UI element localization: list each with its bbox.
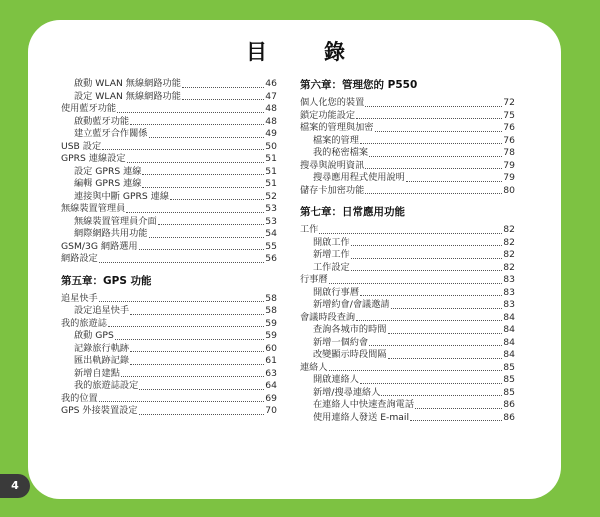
toc-entry-title: 在連絡人中快速查詢電話	[313, 399, 415, 410]
dot-leader	[182, 87, 264, 88]
toc-entry-page: 56	[265, 253, 277, 264]
toc-entry-title: 檔案的管理	[313, 134, 359, 146]
toc-entry-title: USB 設定	[61, 140, 102, 152]
toc-entry-page: 75	[503, 109, 515, 121]
dot-leader	[99, 301, 265, 302]
dot-leader	[182, 99, 264, 100]
toc-entry-title: 無線裝置管理員介面	[74, 215, 157, 227]
toc-entry[interactable]	[61, 380, 277, 393]
toc-entry-title: 新增工作	[313, 249, 350, 260]
toc-entry-title: 會議時段查詢	[300, 311, 356, 323]
toc-entry[interactable]	[61, 166, 277, 179]
toc-entry[interactable]	[61, 178, 277, 191]
chapter-6-heading: 第六章：管理您的 P550	[300, 79, 418, 91]
toc-entry-page: 46	[265, 78, 277, 89]
toc-entry-page: 83	[503, 299, 515, 310]
dot-leader	[391, 308, 503, 309]
toc-entry-page: 47	[265, 90, 277, 102]
dot-leader	[139, 249, 265, 250]
dot-leader	[142, 174, 264, 175]
toc-entry-title: GSM/3G 網路選用	[61, 240, 138, 252]
dot-leader	[158, 224, 265, 225]
toc-entry-page: 83	[503, 274, 515, 285]
toc-entry-page: 72	[503, 97, 515, 108]
toc-entry[interactable]	[300, 324, 515, 337]
toc-entry-page: 59	[265, 317, 277, 329]
toc-entry-page: 59	[265, 330, 277, 341]
dot-leader	[410, 420, 502, 421]
dot-leader	[127, 162, 265, 163]
dot-leader	[121, 376, 264, 377]
dot-leader	[369, 156, 502, 157]
toc-entry-page: 83	[503, 286, 515, 298]
toc-entry-title: 搜尋與說明資訊	[300, 159, 365, 171]
toc-entry[interactable]	[61, 330, 277, 343]
dot-leader	[360, 143, 502, 144]
toc-entry-page: 84	[503, 349, 515, 360]
dot-leader	[360, 383, 502, 384]
toc-entry-page: 86	[503, 411, 515, 423]
toc-entry-title: 新增一個約會	[313, 336, 369, 348]
toc-entry-page: 85	[503, 374, 515, 385]
toc-entry-page: 76	[503, 134, 515, 146]
dot-leader	[139, 414, 265, 415]
toc-entry-page: 70	[265, 405, 277, 416]
toc-entry-title: 匯出軌跡記錄	[74, 355, 130, 366]
dot-leader	[381, 395, 502, 396]
toc-entry-page: 85	[503, 386, 515, 398]
toc-entry[interactable]	[61, 103, 277, 116]
toc-entry-page: 54	[265, 228, 277, 239]
toc-entry-title: 工作設定	[313, 261, 350, 273]
toc-entry-title: 檔案的管理與加密	[300, 122, 374, 133]
toc-entry[interactable]	[300, 274, 515, 287]
toc-entry-page: 84	[503, 324, 515, 335]
toc-entry-page: 61	[265, 355, 277, 366]
toc-entry[interactable]	[61, 228, 277, 241]
toc-entry[interactable]	[61, 141, 277, 154]
dot-leader	[356, 118, 502, 119]
toc-entry[interactable]	[300, 122, 515, 135]
toc-entry-title: 啟動 WLAN 無線網路功能	[74, 78, 181, 89]
toc-entry-page: 53	[265, 215, 277, 227]
toc-entry[interactable]	[300, 185, 515, 198]
toc-section-chapter-6	[300, 97, 515, 197]
toc-entry-page: 82	[503, 224, 515, 235]
toc-entry[interactable]	[61, 153, 277, 166]
toc-entry[interactable]	[61, 393, 277, 406]
dot-leader	[142, 187, 264, 188]
toc-entry[interactable]	[300, 135, 515, 148]
toc-entry-page: 53	[265, 203, 277, 214]
dot-leader	[351, 258, 503, 259]
dot-leader	[126, 212, 264, 213]
toc-title: 目 錄	[246, 40, 363, 64]
toc-entry-title: 連接與中斷 GPRS 連線	[74, 190, 170, 202]
toc-entry-title: 我的位置	[61, 392, 98, 404]
toc-entry[interactable]	[61, 368, 277, 381]
toc-entry-title: 啟動藍牙功能	[74, 115, 130, 127]
toc-entry-page: 51	[265, 165, 277, 177]
dot-leader	[351, 245, 503, 246]
toc-entry-title: 開啟連絡人	[313, 374, 359, 385]
toc-entry-title: GPS 外接裝置設定	[61, 405, 138, 416]
dot-leader	[130, 314, 264, 315]
dot-leader	[365, 106, 502, 107]
toc-entry-page: 50	[265, 140, 277, 152]
toc-entry-page: 51	[265, 153, 277, 164]
toc-entry-page: 82	[503, 261, 515, 273]
toc-entry-title: 網際網路共用功能	[74, 228, 148, 239]
toc-section-chapter-7	[300, 224, 515, 424]
toc-entry-title: 儲存卡加密功能	[300, 184, 365, 196]
toc-entry[interactable]	[300, 224, 515, 237]
toc-entry[interactable]	[300, 349, 515, 362]
toc-entry-title: 搜尋應用程式使用說明	[313, 172, 405, 183]
page-number-badge: 4	[0, 474, 30, 498]
toc-entry[interactable]	[61, 216, 277, 229]
toc-entry-title: 個人化您的裝置	[300, 97, 365, 108]
dot-leader	[115, 339, 265, 340]
toc-entry[interactable]	[61, 203, 277, 216]
toc-entry-page: 82	[503, 236, 515, 248]
dot-leader	[149, 237, 265, 238]
toc-entry[interactable]	[300, 287, 515, 300]
toc-entry-title: 開啟行事曆	[313, 286, 359, 298]
dot-leader	[102, 149, 264, 150]
toc-entry-title: 無線裝置管理員	[61, 203, 126, 214]
dot-leader	[108, 326, 264, 327]
toc-entry-page: 52	[265, 190, 277, 202]
toc-entry-title: 網路設定	[61, 253, 98, 264]
toc-entry-page: 64	[265, 380, 277, 391]
dot-leader	[356, 320, 502, 321]
dot-leader	[130, 351, 264, 352]
dot-leader	[170, 199, 264, 200]
toc-entry-page: 58	[265, 305, 277, 316]
toc-entry[interactable]	[61, 343, 277, 356]
toc-entry-title: 查詢各城市的時間	[313, 324, 387, 335]
toc-entry-title: 鎖定功能設定	[300, 109, 356, 121]
dot-leader	[365, 168, 502, 169]
toc-entry-title: 新增/搜尋連絡人	[313, 386, 381, 398]
toc-entry-title: 使用連絡人發送 E-mail	[313, 411, 410, 423]
toc-entry-page: 55	[265, 240, 277, 252]
toc-entry-page: 69	[265, 392, 277, 404]
toc-entry-title: 行事曆	[300, 274, 328, 285]
toc-entry[interactable]	[300, 237, 515, 250]
toc-entry[interactable]	[300, 337, 515, 350]
toc-entry[interactable]	[61, 241, 277, 254]
toc-entry-page: 80	[503, 184, 515, 196]
toc-entry-title: 啟動 GPS	[74, 330, 114, 341]
toc-entry[interactable]	[61, 191, 277, 204]
toc-entry[interactable]	[300, 249, 515, 262]
toc-entry[interactable]	[61, 305, 277, 318]
toc-entry-title: 設定追星快手	[74, 305, 130, 316]
toc-entry[interactable]	[300, 412, 515, 425]
toc-entry-title: 設定 WLAN 無線網路功能	[74, 90, 181, 102]
toc-entry-title: 設定 GPRS 連線	[74, 165, 142, 177]
toc-entry[interactable]	[300, 374, 515, 387]
toc-entry-title: 記錄旅行軌跡	[74, 342, 130, 354]
toc-entry-page: 48	[265, 115, 277, 127]
toc-entry-page: 60	[265, 342, 277, 354]
toc-entry[interactable]	[300, 160, 515, 173]
toc-entry[interactable]	[300, 172, 515, 185]
toc-entry-page: 63	[265, 367, 277, 379]
dot-leader	[130, 124, 264, 125]
toc-entry-title: 新增自建點	[74, 367, 120, 379]
toc-entry[interactable]	[61, 293, 277, 306]
toc-entry[interactable]	[300, 387, 515, 400]
dot-leader	[415, 408, 502, 409]
dot-leader	[388, 333, 503, 334]
toc-entry[interactable]	[61, 405, 277, 418]
toc-entry-page: 51	[265, 178, 277, 189]
toc-right-column	[300, 78, 515, 424]
toc-entry[interactable]	[300, 262, 515, 275]
dot-leader	[351, 270, 503, 271]
toc-entry[interactable]	[61, 318, 277, 331]
toc-entry-page: 85	[503, 361, 515, 373]
chapter-7-heading: 第七章：日常應用功能	[300, 206, 405, 218]
toc-entry-page: 84	[503, 311, 515, 323]
dot-leader	[329, 370, 503, 371]
toc-entry-title: 追星快手	[61, 292, 98, 304]
toc-entry[interactable]	[300, 110, 515, 123]
toc-entry[interactable]	[61, 116, 277, 129]
toc-entry[interactable]	[61, 78, 277, 91]
toc-entry[interactable]	[61, 128, 277, 141]
dot-leader	[329, 283, 503, 284]
toc-left-column	[61, 78, 277, 418]
toc-entry-title: 改變顯示時段間隔	[313, 349, 387, 360]
dot-leader	[388, 358, 503, 359]
toc-entry[interactable]	[300, 362, 515, 375]
toc-entry-page: 79	[503, 159, 515, 171]
toc-entry-page: 82	[503, 249, 515, 260]
toc-entry-page: 49	[265, 128, 277, 139]
dot-leader	[99, 262, 265, 263]
dot-leader	[365, 193, 502, 194]
dot-leader	[99, 401, 265, 402]
toc-entry-page: 86	[503, 399, 515, 410]
toc-entry[interactable]	[300, 312, 515, 325]
toc-entry[interactable]	[61, 355, 277, 368]
dot-leader	[117, 112, 264, 113]
toc-entry[interactable]	[300, 147, 515, 160]
toc-entry-title: 我的旅遊誌設定	[74, 380, 139, 391]
dot-leader	[360, 295, 502, 296]
toc-entry-title: 編輯 GPRS 連線	[74, 178, 142, 189]
toc-entry-page: 58	[265, 292, 277, 304]
dot-leader	[149, 137, 265, 138]
toc-entry-title: 工作	[300, 224, 319, 235]
toc-entry-title: 我的秘密檔案	[313, 147, 369, 158]
dot-leader	[375, 131, 503, 132]
toc-entry[interactable]	[300, 399, 515, 412]
toc-entry-title: 建立藍牙合作關係	[74, 128, 148, 139]
toc-entry[interactable]	[61, 253, 277, 266]
toc-entry[interactable]	[300, 97, 515, 110]
dot-leader	[406, 181, 502, 182]
toc-entry-page: 84	[503, 336, 515, 348]
toc-entry-title: 連絡人	[300, 361, 328, 373]
dot-leader	[130, 364, 264, 365]
toc-section-network	[61, 78, 277, 266]
toc-entry-title: 我的旅遊誌	[61, 317, 107, 329]
toc-section-chapter-5	[61, 293, 277, 418]
toc-entry-title: 開啟工作	[313, 236, 350, 248]
toc-entry[interactable]	[61, 91, 277, 104]
dot-leader	[139, 389, 264, 390]
toc-entry-title: 新增約會/會議邀請	[313, 299, 390, 310]
toc-entry-title: 使用藍牙功能	[61, 103, 117, 114]
toc-entry-page: 79	[503, 172, 515, 183]
toc-entry-title: GPRS 連線設定	[61, 153, 126, 164]
chapter-5-heading: 第五章：GPS 功能	[61, 274, 152, 287]
toc-entry-page: 48	[265, 103, 277, 114]
toc-entry[interactable]	[300, 299, 515, 312]
dot-leader	[369, 345, 502, 346]
toc-entry-page: 76	[503, 122, 515, 133]
dot-leader	[319, 233, 502, 234]
toc-entry-page: 78	[503, 147, 515, 158]
